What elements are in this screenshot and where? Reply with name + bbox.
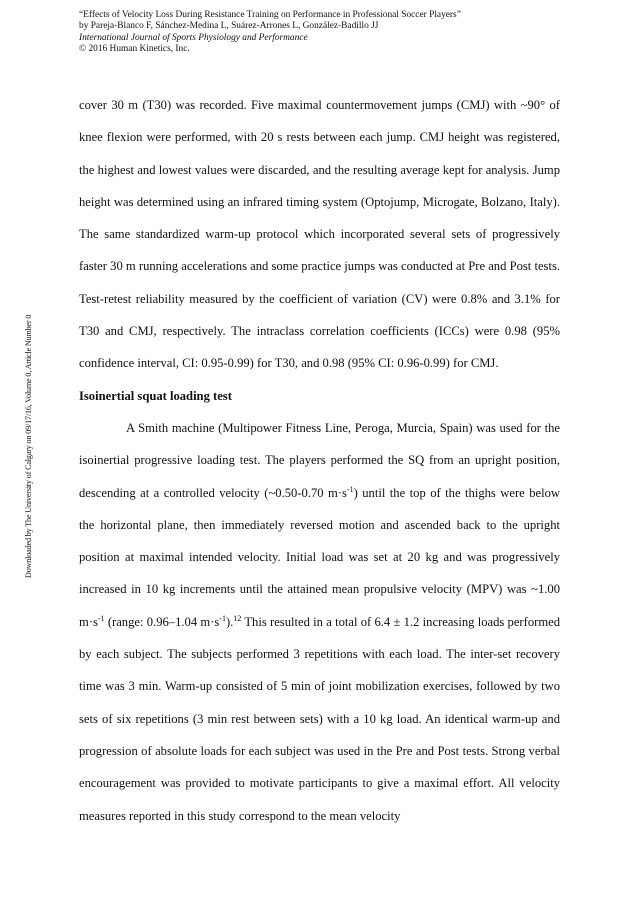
article-title: “Effects of Velocity Loss During Resistance Training on Performance in Professional Soccer Players” bbox=[79, 10, 461, 20]
author-list: by Pareja-Blanco F, Sánchez-Medina L, Suárez-Arrones L, González-Badillo JJ bbox=[79, 21, 379, 32]
paragraph-jump-test: cover 30 m (T30) was recorded. Five maximal countermovement jumps (CMJ) with ~90° of knee flexion were performed, with 20 s rests between each jump. CMJ height was registered, the highest and lowest values were discarded, and the resulting average kept for analysis. Jump height was determined using an infrared timing system (Optojump, Microgate, Bolzano, Italy). The same standardized warm-up protocol which incorporated several sets of progressively faster 30 m running accelerations and some practice jumps was conducted at Pre and Post tests. Test-retest reliability measured by the coefficient of variation (CV) were 0.8% and 3.1% for T30 and CMJ, respectively. The intraclass correlation coefficients (ICCs) were 0.98 (95% confidence interval, CI: 0.95-0.99) for T30, and 0.98 (95% CI: 0.96-0.99) for CMJ. bbox=[79, 98, 560, 371]
section-heading: Isoinertial squat loading test bbox=[79, 388, 232, 403]
reference-number: 12 bbox=[233, 613, 242, 623]
paragraph-loading-test bbox=[79, 412, 560, 832]
superscript: -1 bbox=[346, 484, 354, 494]
journal-name: International Journal of Sports Physiology and Performance bbox=[79, 32, 308, 43]
running-header bbox=[79, 10, 579, 56]
text-run: This resulted in a total of 6.4 ± 1.2 increasing loads performed by each subject. The subjects performed 3 repetitions with each load. The inter-set recovery time was 3 min. Warm-up consisted of 5 min of joint mobilization exercises, followed by two sets of six repetitions (3 min rest between sets) with a 10 kg load. An identical warm-up and progression of absolute loads for each subject was used in the Pre and Post tests. Strong verbal encouragement was provided to motivate participants to give a maximal effort. All velocity measures reported in this study correspond to the mean velocity bbox=[79, 614, 560, 823]
text-run: ). bbox=[225, 614, 234, 629]
copyright-line: © 2016 Human Kinetics, Inc. bbox=[79, 44, 190, 55]
text-run: A Smith machine (Multipower Fitness Line, Peroga, Murcia, Spain) was used for the isoinertial progressive loading test. The players performed the SQ from an upright position, descending at a controlled velocity (~0.50-0.70 m·s bbox=[79, 420, 560, 500]
article-body bbox=[79, 89, 560, 832]
download-watermark: Downloaded by The University of Calgary on 09/17/16, Volume 0, Article Number 0 bbox=[24, 314, 33, 578]
text-run: (range: 0.96–1.04 m·s bbox=[104, 614, 220, 629]
superscript: -1 bbox=[97, 613, 105, 623]
text-run: ) until the top of the thighs were below the horizontal plane, then immediately reversed motion and ascended back to the upright position at maximal intended velocity. Initial load was set at 20 kg and was progressively increased in 10 kg increments until the attained mean propulsive velocity (MPV) was ~1.00 m·s bbox=[79, 485, 560, 629]
superscript: -1 bbox=[219, 613, 226, 623]
